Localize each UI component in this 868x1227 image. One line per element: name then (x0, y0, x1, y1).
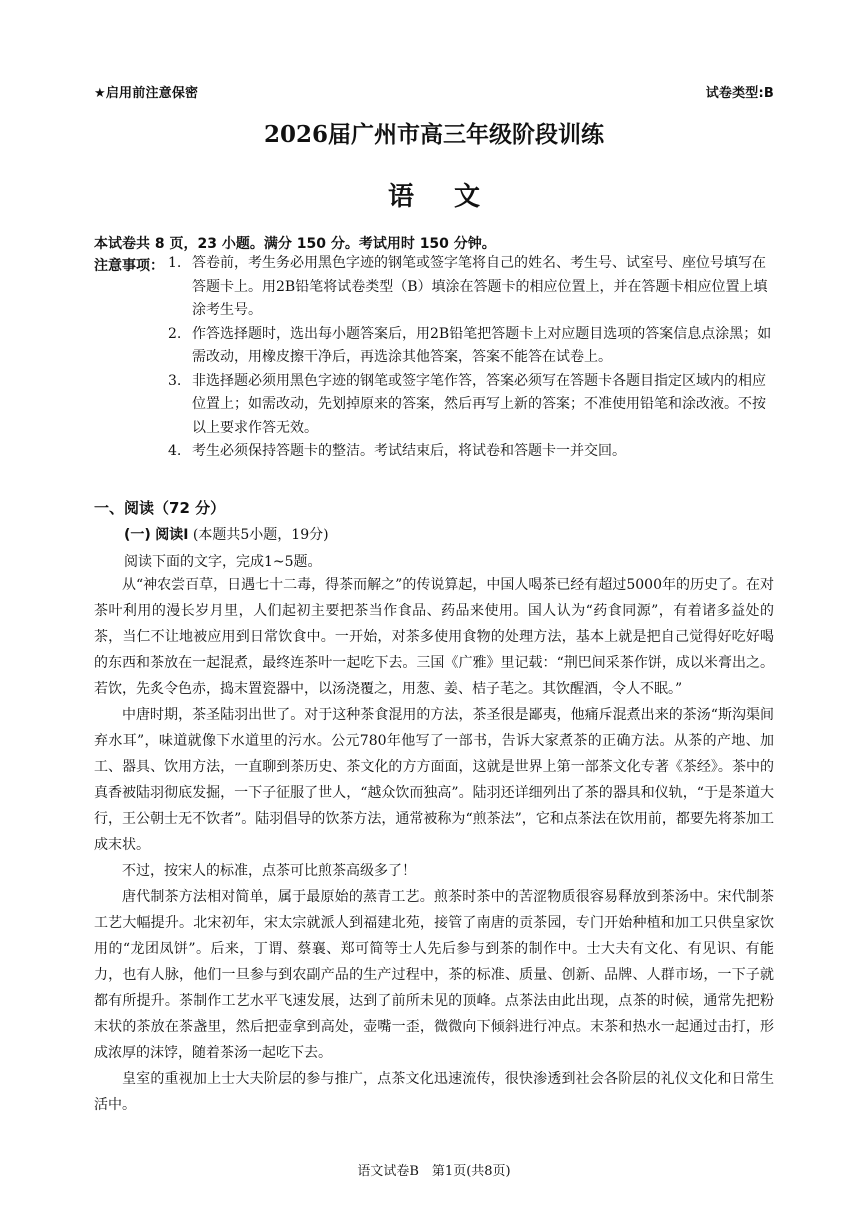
note-number: 2. (168, 325, 182, 342)
note-text: 作答选择题时，选出每小题答案后，用2B铅笔把答题卡上对应题目选项的答案信息点涂黑；如需改动，用橡皮擦干净后，再选涂其他答案，答案不能答在试卷上。 (192, 325, 772, 365)
exam-meta: 本试卷共 8 页，23 小题。满分 150 分。考试用时 150 分钟。 (94, 236, 496, 252)
notes-label: 注意事项： (94, 258, 164, 274)
note-number: 1. (168, 255, 182, 271)
note-text: 考生必须保持答题卡的整洁。考试结束后，将试卷和答题卡一并交回。 (192, 443, 626, 459)
note-number: 4. (168, 443, 182, 459)
note-item (168, 370, 778, 441)
exam-title: 2026届广州市高三年级阶段训练 (263, 121, 604, 148)
passage-paragraph: 唐代制茶方法相对简单，属于最原始的蒸青工艺。煎茶时茶中的苦涩物质很容易释放到茶汤中。宋代制茶工艺大幅提升。北宋初年，宋太宗就派人到福建北苑，接管了南唐的贡茶园，专门开始种植和加工只供皇家饮用的“龙团凤饼”。后来，丁谓、蔡襄、郑可简等士人先后参与到茶的制作中。士大夫有文化、有见识、有能力，也有人脉，他们一旦参与到农副产品的生产过程中，茶的标准、质量、创新、品牌、人群市场，一下子就都有所提升。茶制作工艺水平飞速发展，达到了前所未见的顶峰。点茶法由此出现，点茶的时候，通常先把粉末状的茶放在茶盏里，然后把壶拿到高处，壶嘴一歪，微微向下倾斜进行冲点。末茶和热水一起通过击打，形成浓厚的沫饽，随着茶汤一起吃下去。 (94, 889, 774, 1061)
passage-paragraph: 中唐时期，茶圣陆羽出世了。对于这种茶食混用的方法，茶圣很是鄙夷，他痛斥混煮出来的茶汤“斯沟渠间弃水耳”，味道就像下水道里的污水。公元780年他写了一部书，告诉大家煮茶的正确方法。从茶的产地、加工、器具、饮用方法，一直聊到茶历史、茶文化的方方面面，这就是世界上第一部茶文化专著《茶经》。茶中的真香被陆羽彻底发掘，一下子征服了世人，“越众饮而独高”。陆羽还详细列出了茶的器具和仪轨，“于是茶道大行，王公朝士无不饮者”。陆羽倡导的饮茶方法，通常被称为“煎茶法”，它和点茶法在饮用前，都要先将茶加工成末状。 (94, 707, 774, 853)
subsection-number: (一) (124, 527, 151, 543)
page-footer: 语文试卷B 第1页(共8页) (357, 1164, 511, 1179)
notes-list (168, 252, 778, 464)
subsection-title (124, 524, 329, 544)
passage-paragraph: 从“神农尝百草，日遇七十二毒，得茶而解之”的传说算起，中国人喝茶已经有超过5000年的历史了。在对茶叶利用的漫长岁月里，人们起初主要把茶当作食品、药品来使用。国人认为“药食同源”，有着诸多益处的茶，当仁不让地被应用到日常饮食中。一开始，对茶多使用食物的处理方法，基本上就是把自己觉得好吃好喝的东西和茶放在一起混煮，最终连茶叶一起吃下去。三国《广雅》里记载：“荆巴间采茶作饼，成以米膏出之。若饮，先炙令色赤，捣末置瓷器中，以汤浇覆之，用葱、姜、桔子芼之。其饮醒酒，令人不眠。” (94, 577, 774, 697)
note-item (168, 252, 778, 323)
confidential-notice: ★启用前注意保密 (94, 86, 199, 101)
passage-paragraph: 不过，按宋人的标准，点茶可比煎茶高级多了！ (122, 863, 416, 879)
note-item (168, 323, 778, 370)
section-title: 一、阅读（72 分） (94, 499, 226, 517)
note-item (168, 440, 778, 464)
subsection-name: 阅读Ⅰ (155, 527, 189, 543)
note-text: 答卷前，考生务必用黑色字迹的钢笔或签字笔将自己的姓名、考生号、试室号、座位号填写在答题卡上。用2B铅笔将试卷类型（B）填涂在答题卡的相应位置上，并在答题卡相应位置上填涂考生号。 (192, 255, 768, 318)
note-number: 3. (168, 372, 182, 389)
subsection-info: (本题共5小题，19分) (192, 527, 329, 543)
reading-instruction: 阅读下面的文字，完成1~5题。 (124, 554, 322, 570)
subject-title: 语文 (387, 182, 520, 212)
note-text: 非选择题必须用黑色字迹的钢笔或签字笔作答，答案必须写在答题卡各题目指定区域内的相应位置上；如需改动，先划掉原来的答案，然后再写上新的答案；不准使用铅笔和涂改液。不按以上要求作答无效。 (192, 372, 766, 436)
passage-paragraph: 皇室的重视加上士大夫阶层的参与推广，点茶文化迅速流传，很快渗透到社会各阶层的礼仪文化和日常生活中。 (94, 1071, 774, 1113)
reading-passage (94, 572, 774, 1118)
paper-type-label: 试卷类型:B (705, 86, 774, 101)
